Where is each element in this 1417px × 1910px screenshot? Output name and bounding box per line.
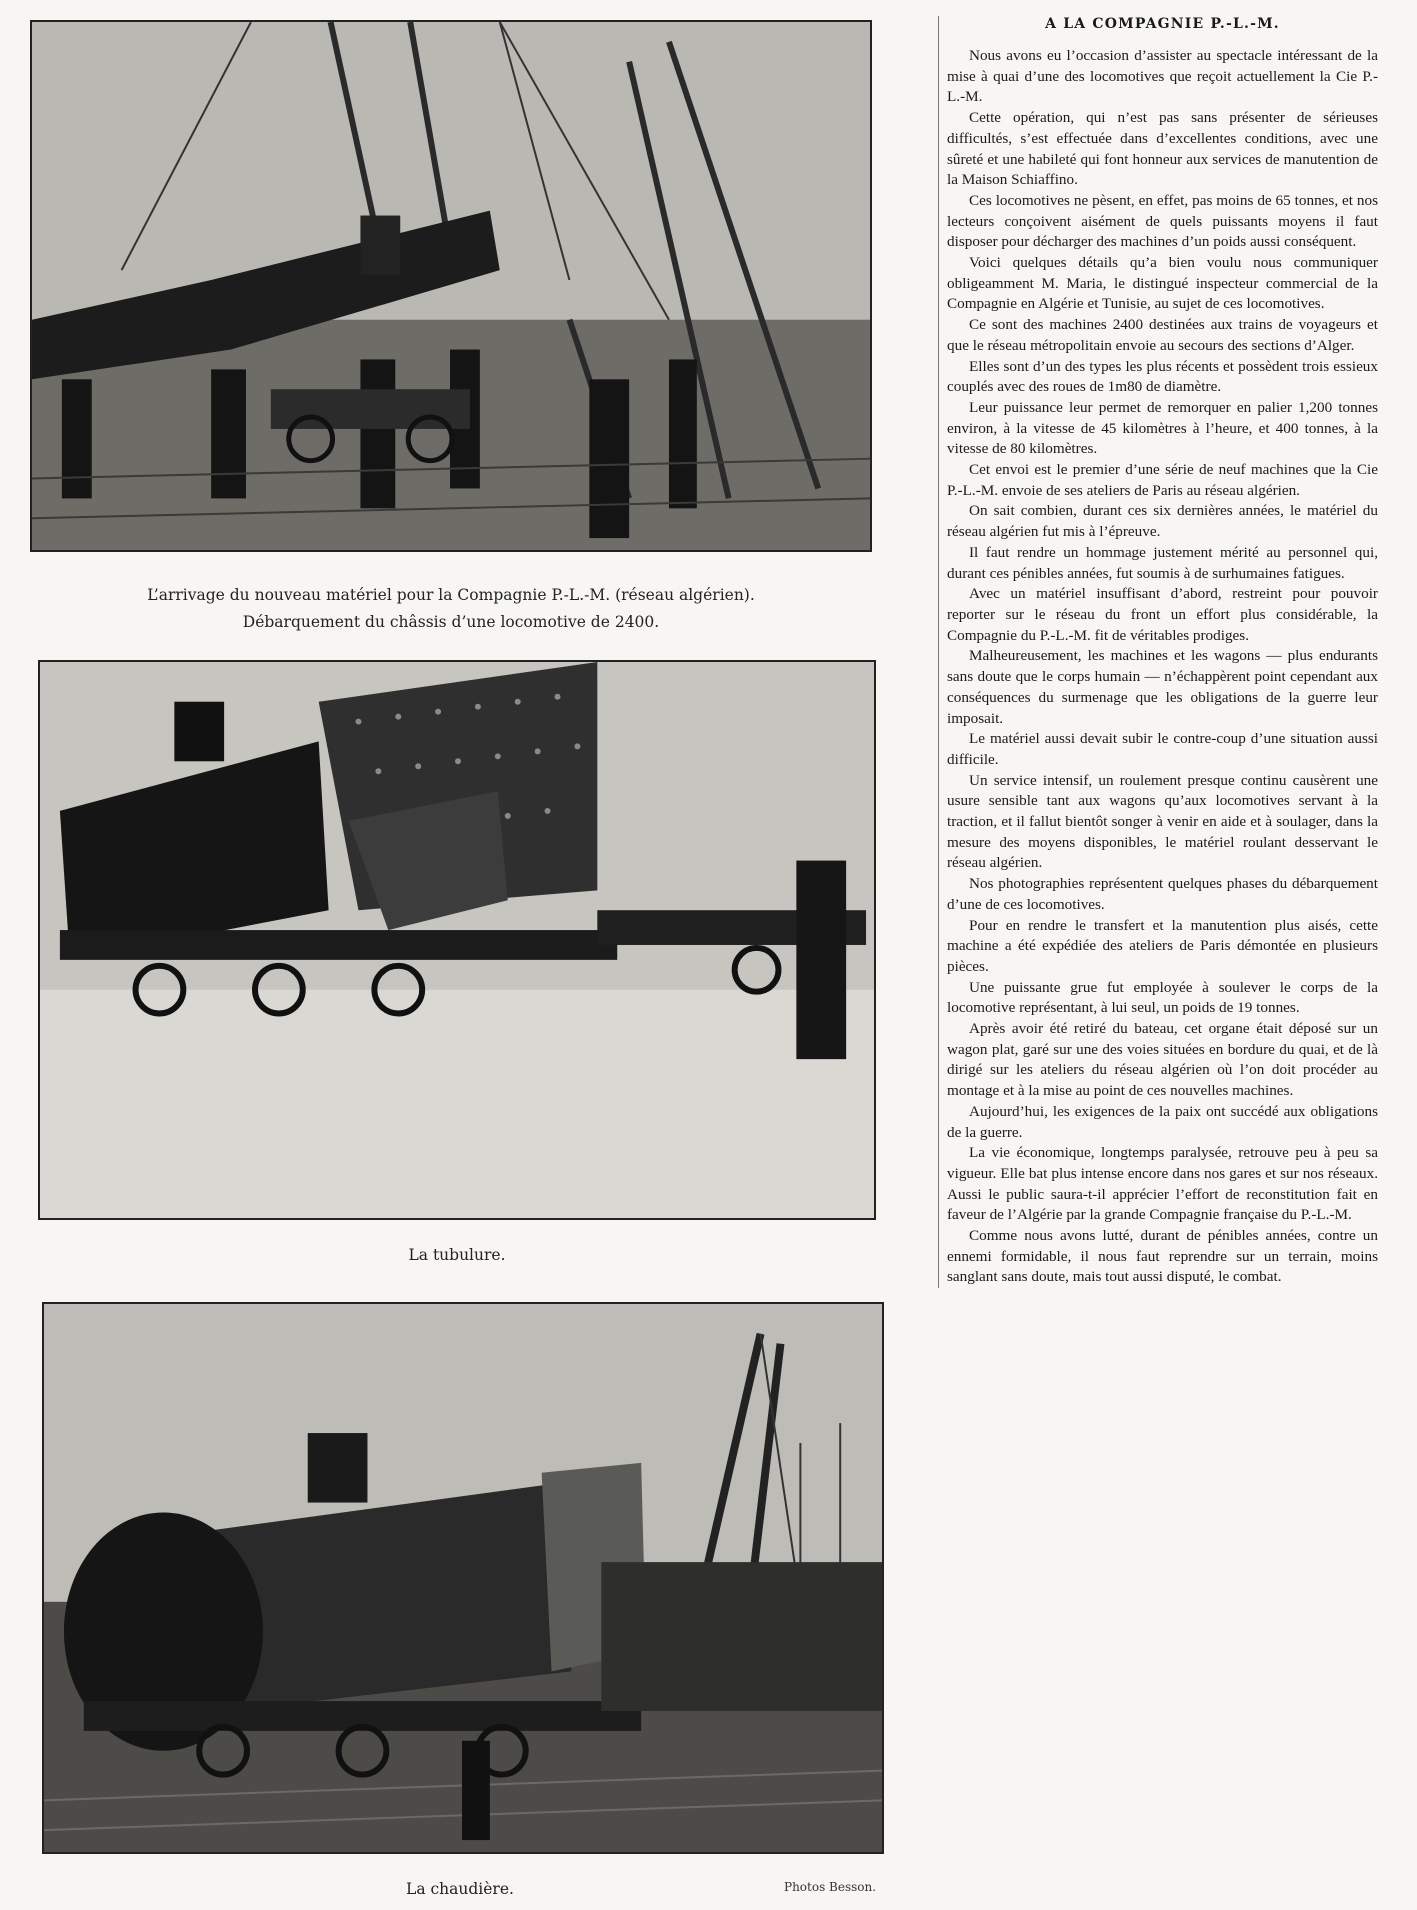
photo-tubulure bbox=[38, 660, 876, 1220]
photo-caption-tubulure: La tubulure. bbox=[408, 1246, 506, 1264]
article-paragraph: Avec un matériel insuffisant d’abord, restreint pour pouvoir reporter sur le réseau du front un effort plus considérable, la Compagnie du P.-L.-M. fit de véritables prodiges. bbox=[947, 585, 1378, 644]
article-paragraph: Comme nous avons lutté, durant de pénibles années, contre un ennemi formidable, il nous faut reprendre sur un terrain, moins sanglant sans doute, mais tout aussi disputé, le combat. bbox=[947, 1227, 1378, 1286]
article-paragraph: Leur puissance leur permet de remorquer en palier 1,200 tonnes environ, à la vitesse de 45 kilomètres à l’heure, et 400 tonnes, à la vitesse de 80 kilomètres. bbox=[947, 398, 1378, 458]
article-paragraph: Elles sont d’un des types les plus récents et possèdent trois essieux couplés avec des roues de 1m80 de diamètre. bbox=[947, 357, 1378, 396]
article-paragraph: Une puissante grue fut employée à soulever le corps de la locomotive représentant, à lui seul, un poids de 19 tonnes. bbox=[947, 978, 1378, 1017]
caption-line-2: Débarquement du châssis d’une locomotive de 2400. bbox=[242, 613, 660, 631]
article-paragraph: Aujourd’hui, les exigences de la paix ont succédé aux obligations de la guerre. bbox=[947, 1102, 1378, 1141]
article-paragraph: Cet envoi est le premier d’une série de neuf machines que la Cie P.-L.-M. envoie de ses ateliers de Paris au réseau algérien. bbox=[947, 461, 1378, 499]
photo-caption-chaudiere: La chaudière. bbox=[406, 1880, 514, 1898]
article-paragraph: Malheureusement, les machines et les wagons — plus endurants sans doute que le corps humain — n’échappèrent point cependant aux conséquences du surmenage que les obligations de la guerre leur imposait. bbox=[947, 647, 1378, 727]
article-paragraph: Un service intensif, un roulement presque continu causèrent une usure sensible tant aux wagons qu’aux locomotives servant à la traction, et il fallut bientôt songer à venir en aide et à soulager, dans la mesure des moyens disponibles, le matériel roulant desservant le réseau algérien. bbox=[947, 771, 1378, 872]
article-body bbox=[947, 46, 1378, 1288]
photo-caption-chassis bbox=[30, 582, 872, 636]
article-paragraph: Il faut rendre un hommage justement mérité au personnel qui, durant ces pénibles années, fut soumis à de surhumaines fatigues. bbox=[947, 543, 1378, 582]
article-paragraph: Nous avons eu l’occasion d’assister au spectacle intéressant de la mise à quai d’une des locomotives que reçoit actuellement la Cie P.-L.-M. bbox=[947, 47, 1378, 106]
photo-chaudiere bbox=[42, 1302, 884, 1854]
article-paragraph: Le matériel aussi devait subir le contre-coup d’une situation aussi difficile. bbox=[947, 730, 1378, 768]
article-paragraph: Ces locomotives ne pèsent, en effet, pas moins de 65 tonnes, et nos lecteurs conçoivent aisément de quels puissants moyens il faut disposer pour décharger des machines d’un poids aussi conséquent. bbox=[947, 191, 1378, 251]
article-paragraph: Cette opération, qui n’est pas sans présenter de sérieuses difficultés, s’est effectuée dans d’excellentes conditions, avec une sûreté et une habileté qui font honneur aux services de manutention de la Maison Schiaffino. bbox=[947, 109, 1378, 189]
caption-line-1: L’arrivage du nouveau matériel pour la Compagnie P.-L.-M. (réseau algérien). bbox=[147, 586, 755, 604]
photo-chassis-unloading bbox=[30, 20, 872, 552]
article-title: A LA COMPAGNIE P.-L.-M. bbox=[1045, 16, 1280, 32]
article-paragraph: La vie économique, longtemps paralysée, retrouve peu à peu sa vigueur. Elle bat plus intense encore dans nos gares et sur nos réseaux. Aussi le public saura-t-il apprécier l’effort de reconstitution fait en faveur de l’Algérie par la grande Compagnie française du P.-L.-M. bbox=[947, 1144, 1378, 1224]
article-column bbox=[938, 16, 1378, 1288]
photo-credit: Photos Besson. bbox=[784, 1880, 877, 1894]
article-paragraph: On sait combien, durant ces six dernières années, le matériel du réseau algérien fut mis à l’épreuve. bbox=[947, 502, 1378, 541]
article-paragraph: Nos photographies représentent quelques phases du débarquement d’une de ces locomotives. bbox=[947, 875, 1378, 913]
article-paragraph: Pour en rendre le transfert et la manutention plus aisés, cette machine a été expédiée des ateliers de Paris démontée en plusieurs pièces. bbox=[947, 916, 1378, 975]
article-paragraph: Ce sont des machines 2400 destinées aux trains de voyageurs et que le réseau métropolitain envoie au secours des sections d’Alger. bbox=[947, 316, 1378, 354]
article-paragraph: Après avoir été retiré du bateau, cet organe était déposé sur un wagon plat, garé sur une des voies situées en bordure du quai, et de là dirigé sur les ateliers du réseau algérien où l’on doit procéder au montage et à la mise au point de ces nouvelles machines. bbox=[947, 1020, 1378, 1100]
article-paragraph: Voici quelques détails qu’a bien voulu nous communiquer obligeamment M. Maria, le distingué inspecteur commercial de la Compagnie en Algérie et Tunisie, au sujet de ces locomotives. bbox=[947, 254, 1378, 313]
